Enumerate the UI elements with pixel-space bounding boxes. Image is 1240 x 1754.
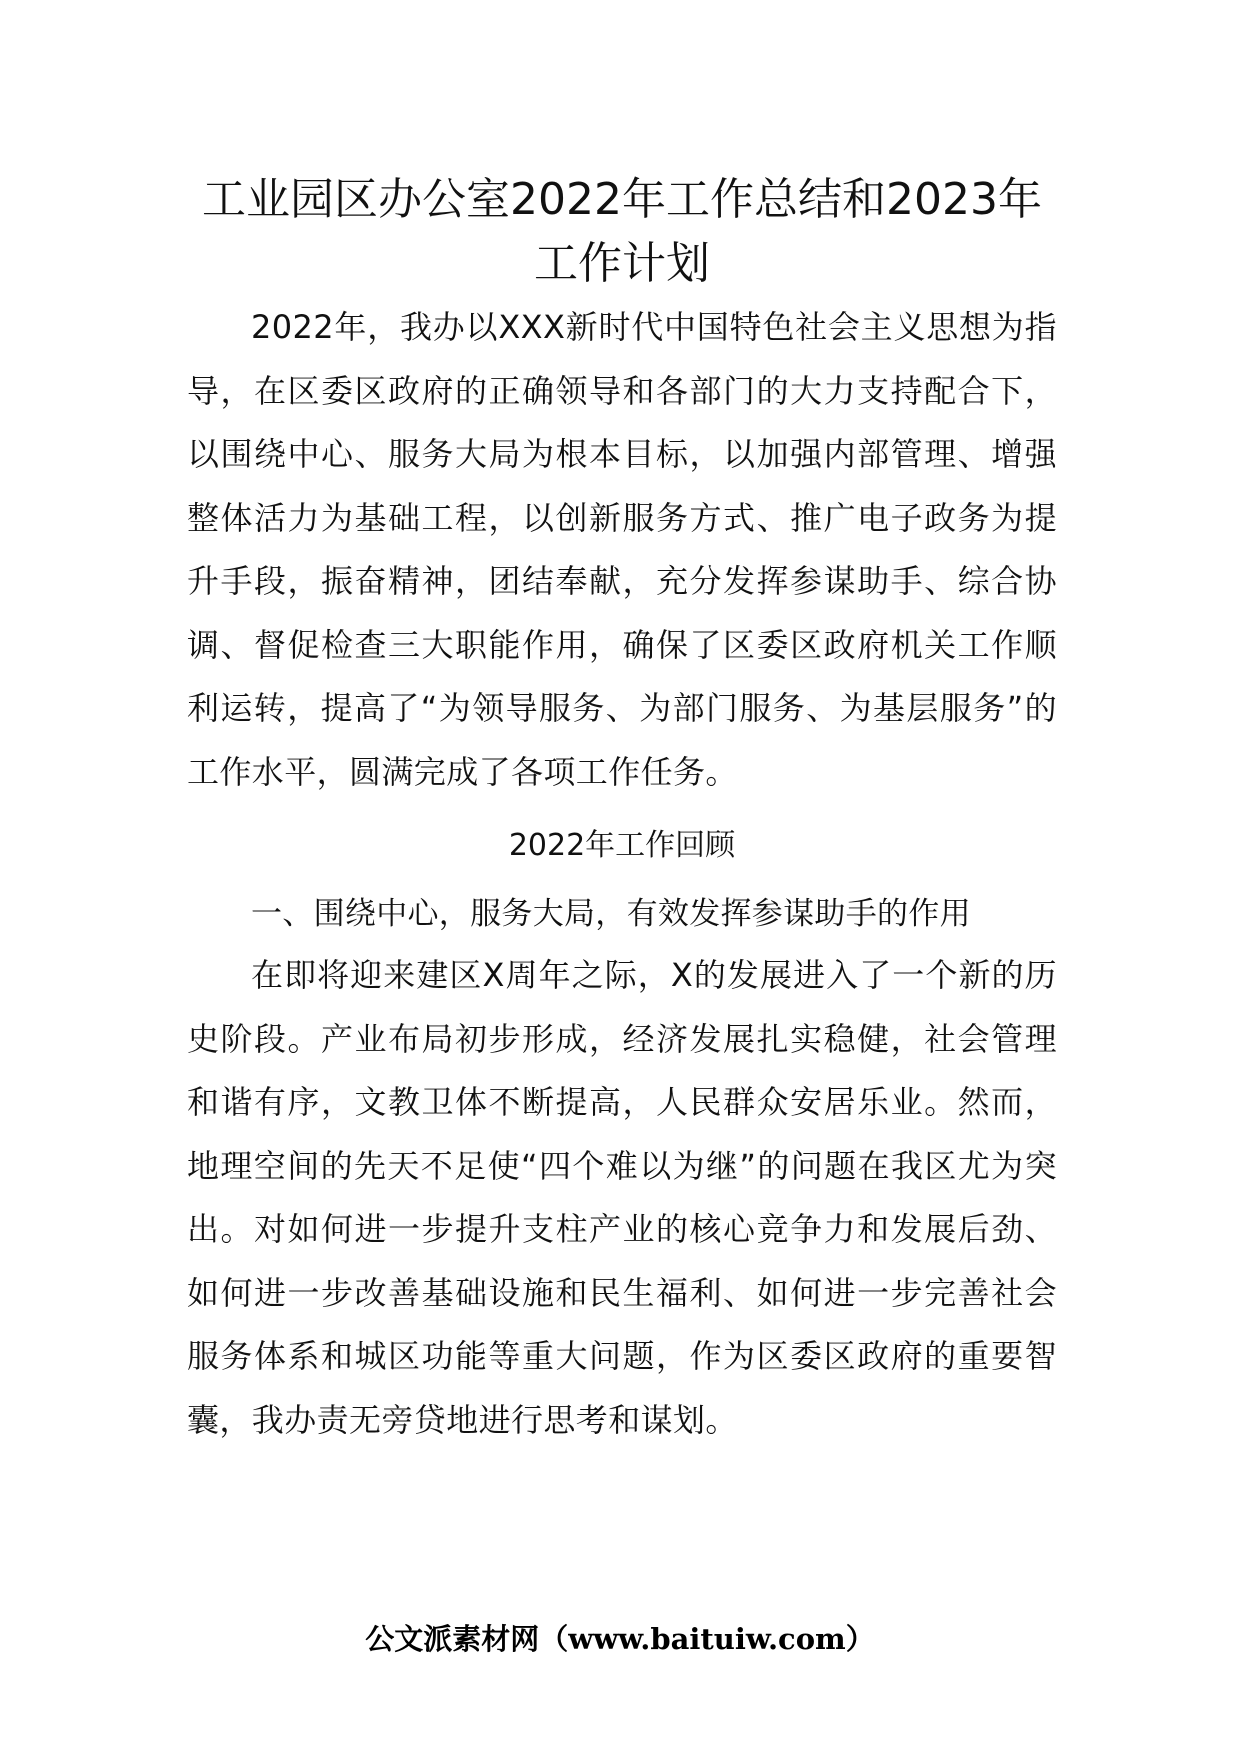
intro-paragraph: 2022年，我办以XXX新时代中国特色社会主义思想为指导，在区委区政府的正确领导和各部门的大力支持配合下，以围绕中心、服务大局为根本目标，以加强内部管理、增强整体活力为基础工程，以创新服务方式、推广电子政务为提升手段，振奋精神，团结奉献，充分发挥参谋助手、综合协调、督促检查三大职能作用，确保了区委区政府机关工作顺利运转，提高了“为领导服务、为部门服务、为基层服务”的工作水平，圆满完成了各项工作任务。 (187, 308, 1057, 791)
section-1-heading: 一、围绕中心，服务大局，有效发挥参谋助手的作用 (251, 896, 971, 932)
section-subtitle: 2022年工作回顾 (508, 828, 736, 863)
section-1-paragraph: 在即将迎来建区X周年之际，X的发展进入了一个新的历史阶段。产业布局初步形成，经济发展扎实稳健，社会管理和谐有序，文教卫体不断提高，人民群众安居乐业。然而，地理空间的先天不足使“四个难以为继”的问题在我区尤为突出。对如何进一步提升支柱产业的核心竞争力和发展后劲、如何进一步改善基础设施和民生福利、如何进一步完善社会服务体系和城区功能等重大问题，作为区委区政府的重要智囊，我办责无旁贷地进行思考和谋划。 (187, 956, 1057, 1439)
footer-watermark: 公文派素材网（www.baituiw.com） (365, 1622, 875, 1656)
document-page (187, 168, 1057, 1452)
document-title: 工业园区办公室2022年工作总结和2023年工作计划 (202, 174, 1042, 289)
